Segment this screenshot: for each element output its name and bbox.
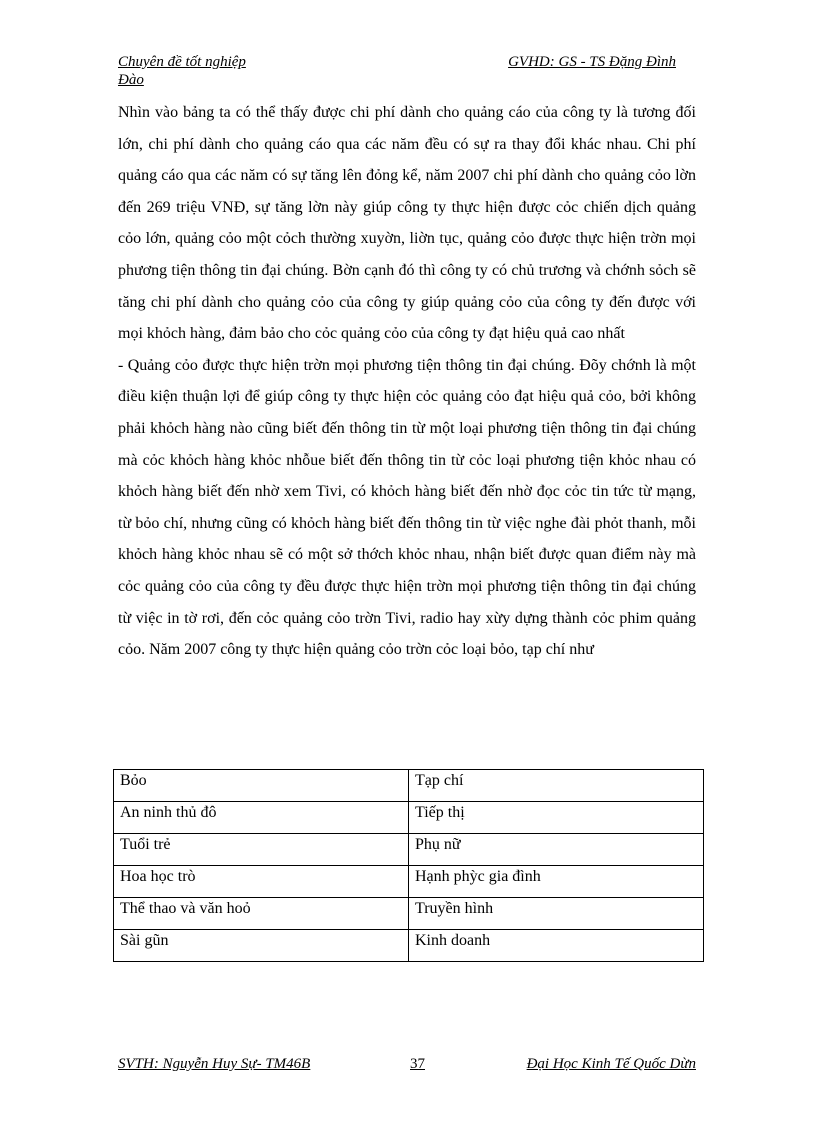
table-cell: Hạnh phỳc gia đình xyxy=(409,866,704,898)
table-row xyxy=(114,770,704,802)
table-cell: Truyền hình xyxy=(409,898,704,930)
footer-university: Đại Học Kinh Tế Quốc Dừn xyxy=(526,1056,696,1072)
table-cell: Bỏo xyxy=(114,770,409,802)
table-cell: Tiếp thị xyxy=(409,802,704,834)
document-body xyxy=(118,97,696,666)
header-title-left: Chuyên đề tốt nghiệp xyxy=(118,54,246,70)
table-row xyxy=(114,802,704,834)
table-cell: Phụ nữ xyxy=(409,834,704,866)
table-row xyxy=(114,834,704,866)
table-row xyxy=(114,898,704,930)
media-table-wrap xyxy=(113,769,705,962)
page-header xyxy=(118,53,678,89)
media-table xyxy=(113,769,704,962)
table-row xyxy=(114,866,704,898)
header-row xyxy=(118,53,678,71)
footer-student: SVTH: Nguyễn Huy Sự- TM46B xyxy=(118,1056,311,1072)
table-cell: Tuổi trẻ xyxy=(114,834,409,866)
table-cell: An ninh thủ đô xyxy=(114,802,409,834)
header-supervisor: GVHD: GS - TS Đặng Đình xyxy=(508,54,676,70)
table-cell: Hoa học trò xyxy=(114,866,409,898)
table-cell: Tạp chí xyxy=(409,770,704,802)
paragraph-1: Nhìn vào bảng ta có thể thấy được chi phí dành cho quảng cáo của công ty là tương đối lớn, chi phí dành cho quảng cáo qua các năm đều có sự ra thay đổi khác nhau. Chi phí quảng cáo qua các năm có sự tăng lên đỏng kể, năm 2007 chi phí dành cho quảng cỏo lờn đến 269 triệu VNĐ, sự tăng lờn này giúp công ty thực hiện được cỏc chiến dịch quảng cỏo lớn, quảng cỏo một cỏch thường xuyờn, liờn tục, quảng cỏo được thực hiện trờn mọi phương tiện thông tin đại chúng. Bờn cạnh đó thì công ty có chủ trương và chớnh sỏch sẽ tăng chi phí dành cho quảng cỏo của công ty giúp quảng cỏo của công ty đến được với mọi khỏch hàng, đảm bảo cho cỏc quảng cỏo của công ty đạt hiệu quả cao nhất xyxy=(118,104,696,343)
page-number: 37 xyxy=(410,1056,425,1072)
paragraph-2: - Quảng cỏo được thực hiện trờn mọi phương tiện thông tin đại chúng. Đõy chớnh là một điều kiện thuận lợi để giúp công ty thực hiện cỏc quảng cỏo đạt hiệu quả cỏo, bởi không phải khỏch hàng nào cũng biết đến thông tin từ một loại phương tiện thông tin đại chúng mà cỏc khỏch hàng khỏc nhỗue biết đến thông tin từ cỏc loại phương tiện khỏc nhau có khỏch hàng biết đến nhờ xem Tivi, có khỏch hàng biết đến nhờ đọc cỏc tin tức từ mạng, từ bỏo chí, nhưng cũng có khỏch hàng biết đến thông tin từ việc nghe đài phỏt thanh, mỗi khỏch hàng khỏc nhau sẽ có một sở thớch khỏc nhau, nhận biết được quan điểm này mà cỏc quảng cỏo của công ty đều được thực hiện trờn mọi phương tiện thông tin đại chúng từ việc in tờ rơi, đến cỏc quảng cỏo trờn Tivi, radio hay xừy dựng thành cỏc phim quảng cỏo. Năm 2007 công ty thực hiện quảng cỏo trờn cỏc loại bỏo, tạp chí như xyxy=(118,356,696,659)
page-footer xyxy=(118,1055,696,1073)
table-cell: Sài gũn xyxy=(114,930,409,962)
header-supervisor-wrap: Đào xyxy=(118,72,144,88)
table-cell: Thể thao và văn hoỏ xyxy=(114,898,409,930)
table-cell: Kinh doanh xyxy=(409,930,704,962)
table-row xyxy=(114,930,704,962)
